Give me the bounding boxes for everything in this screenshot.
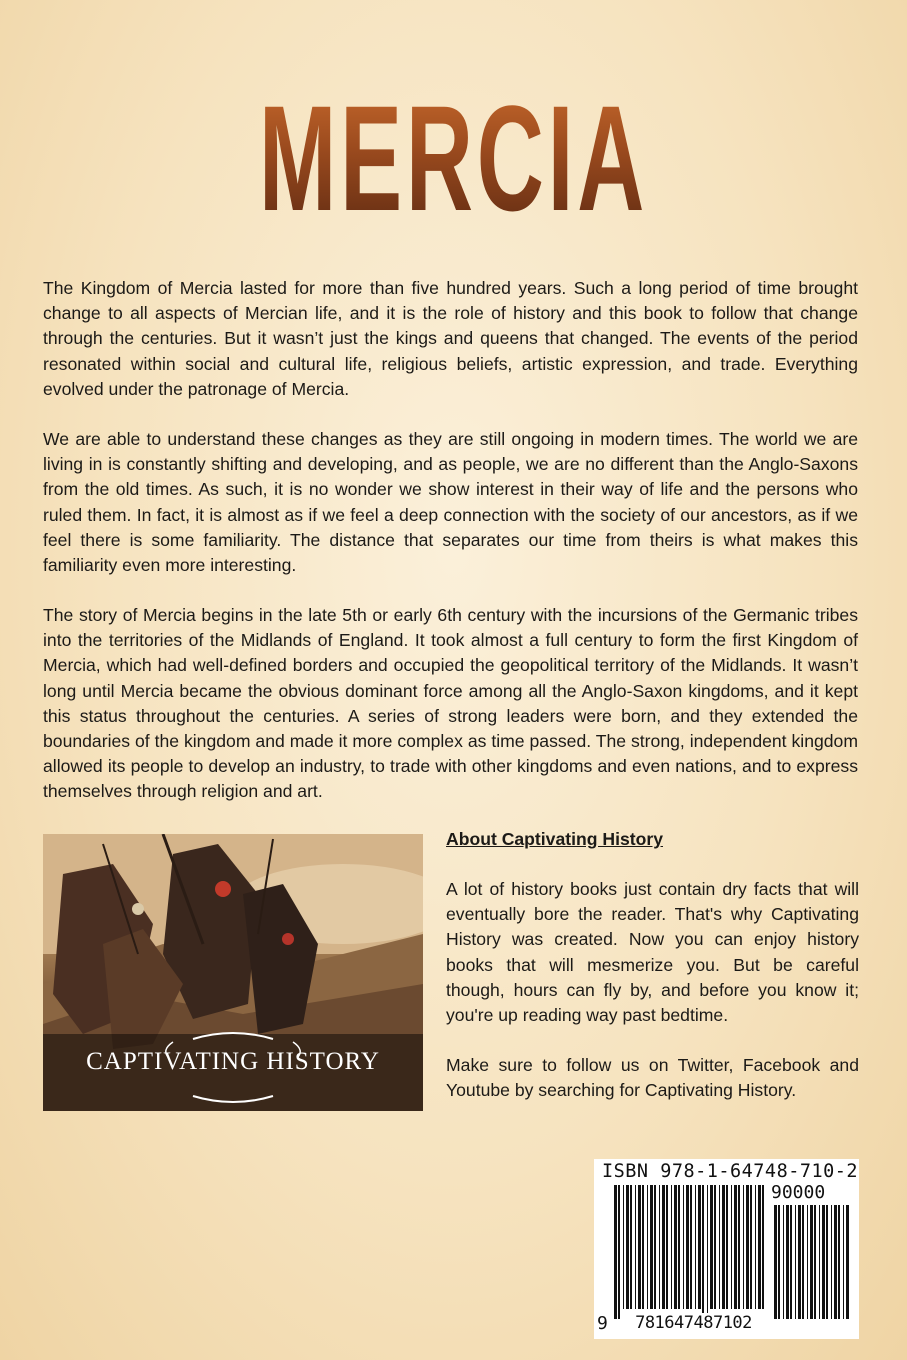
barcode-bar — [666, 1185, 668, 1309]
description-paragraph-1: The Kingdom of Mercia lasted for more than five hundred years. Such a long period of time brought change to all aspects of Mercian life, and it is the role of history and this book to follow that change through the centuries. But it wasn’t just the kings and queens that changed. The events of the period resonated within social and cultural life, religious beliefs, artistic expression, and trade. Everything evolved under the patronage of Mercia. — [43, 278, 858, 399]
barcode-bar — [671, 1185, 672, 1309]
barcode-bar — [650, 1185, 653, 1309]
barcode-bar — [774, 1205, 777, 1319]
barcode-bar — [731, 1185, 732, 1309]
barcode-bar — [719, 1185, 720, 1309]
barcode-bar — [623, 1185, 624, 1309]
barcode-bar — [698, 1185, 701, 1309]
about-paragraph-2: Make sure to follow us on Twitter, Facebook and Youtube by searching for Captivating History. — [446, 1055, 859, 1101]
barcode-bar — [614, 1185, 617, 1319]
barcode-bar — [647, 1185, 648, 1309]
barcode-bar — [834, 1205, 837, 1319]
barcode-bar — [714, 1185, 716, 1309]
barcode-bar — [814, 1205, 816, 1319]
barcode-bar — [819, 1205, 820, 1319]
barcode-bar — [710, 1185, 713, 1309]
barcode-bar — [678, 1185, 680, 1309]
barcode-bar — [831, 1205, 832, 1319]
barcode-bar — [786, 1205, 789, 1319]
barcode-bar — [638, 1185, 641, 1309]
about-paragraph-1: A lot of history books just contain dry facts that will eventually bore the reader. That's why Captivating History was created. Now you can enjoy history books that will mesmerize you. But be careful though, hours can fly by, and before you know it; you're up reading way past bedtime. — [446, 879, 859, 1026]
barcode-bar — [743, 1185, 744, 1309]
barcode-bar — [778, 1205, 780, 1319]
barcode-bar — [686, 1185, 689, 1309]
barcode-bar — [846, 1205, 849, 1319]
captivating-history-logo: CAPTIVATING HISTORY — [86, 1048, 380, 1075]
isbn-barcode — [594, 1159, 859, 1339]
barcode-digits: 781647487102 — [622, 1313, 765, 1333]
barcode-bar — [702, 1185, 704, 1319]
barcode-bars — [594, 1159, 859, 1339]
description-paragraph-2: We are able to understand these changes as they are still ongoing in modern times. The world we are living in is constantly shifting and developing, and as people, we are no different than the Anglo-Saxons from the old times. As such, it is no wonder we show interest in their way of life and the persons who ruled them. In fact, it is almost as if we feel a deep connection with the society of our ancestors, as if we feel there is some familiarity. The distance that separates our time from theirs is what makes this familiarity even more interesting. — [43, 429, 858, 576]
barcode-bar — [802, 1205, 804, 1319]
barcode-bar — [843, 1205, 844, 1319]
barcode-bar — [746, 1185, 749, 1309]
barcode-bar — [810, 1205, 813, 1319]
barcode-first-digit: 9 — [597, 1313, 608, 1334]
barcode-bar — [707, 1185, 708, 1319]
barcode-bar — [807, 1205, 808, 1319]
barcode-bar — [635, 1185, 636, 1309]
description-paragraph-3: The story of Mercia begins in the late 5th or early 6th century with the incursions of the Germanic tribes into the territories of the Midlands of England. It took almost a full century to form the first Kingdom of Mercia, which had well-defined borders and occupied the geopolitical territory of the Midlands. It wasn’t long until Mercia became the obvious dominant force among all the Anglo-Saxon kingdoms, and it kept this status throughout the centuries. A series of strong leaders were born, and they extended the boundaries of the kingdom and made it more complex as time passed. The strong, independent kingdom allowed its people to develop an industry, to trade with other kingdoms and even nations, and to express themselves through religion and art. — [43, 605, 858, 802]
barcode-bar — [795, 1205, 796, 1319]
isbn-label: ISBN 978-1-64748-710-2 — [602, 1161, 859, 1182]
book-title: MERCIA — [172, 78, 734, 238]
barcode-bar — [642, 1185, 644, 1309]
barcode-bar — [750, 1185, 752, 1309]
barcode-bar — [618, 1185, 620, 1319]
barcode-bar — [626, 1185, 629, 1309]
barcode-bar — [654, 1185, 656, 1309]
barcode-bar — [826, 1205, 828, 1319]
barcode-bar — [630, 1185, 632, 1309]
barcode-bar — [726, 1185, 728, 1309]
barcode-bar — [755, 1185, 756, 1309]
about-heading: About Captivating History — [446, 829, 663, 849]
barcode-bar — [734, 1185, 737, 1309]
barcode-bar — [683, 1185, 684, 1309]
barcode-bar — [762, 1185, 764, 1309]
barcode-bar — [783, 1205, 784, 1319]
barcode-bar — [738, 1185, 740, 1309]
publisher-battle-image — [43, 834, 423, 1111]
barcode-bar — [662, 1185, 665, 1309]
barcode-bar — [722, 1185, 725, 1309]
barcode-bar — [790, 1205, 792, 1319]
price-addon: 90000 — [771, 1182, 826, 1203]
barcode-bar — [690, 1185, 692, 1309]
barcode-bar — [838, 1205, 840, 1319]
barcode-bar — [695, 1185, 696, 1309]
barcode-bar — [674, 1185, 677, 1309]
barcode-bar — [758, 1185, 761, 1309]
barcode-bar — [659, 1185, 660, 1309]
barcode-bar — [798, 1205, 801, 1319]
barcode-bar — [822, 1205, 825, 1319]
